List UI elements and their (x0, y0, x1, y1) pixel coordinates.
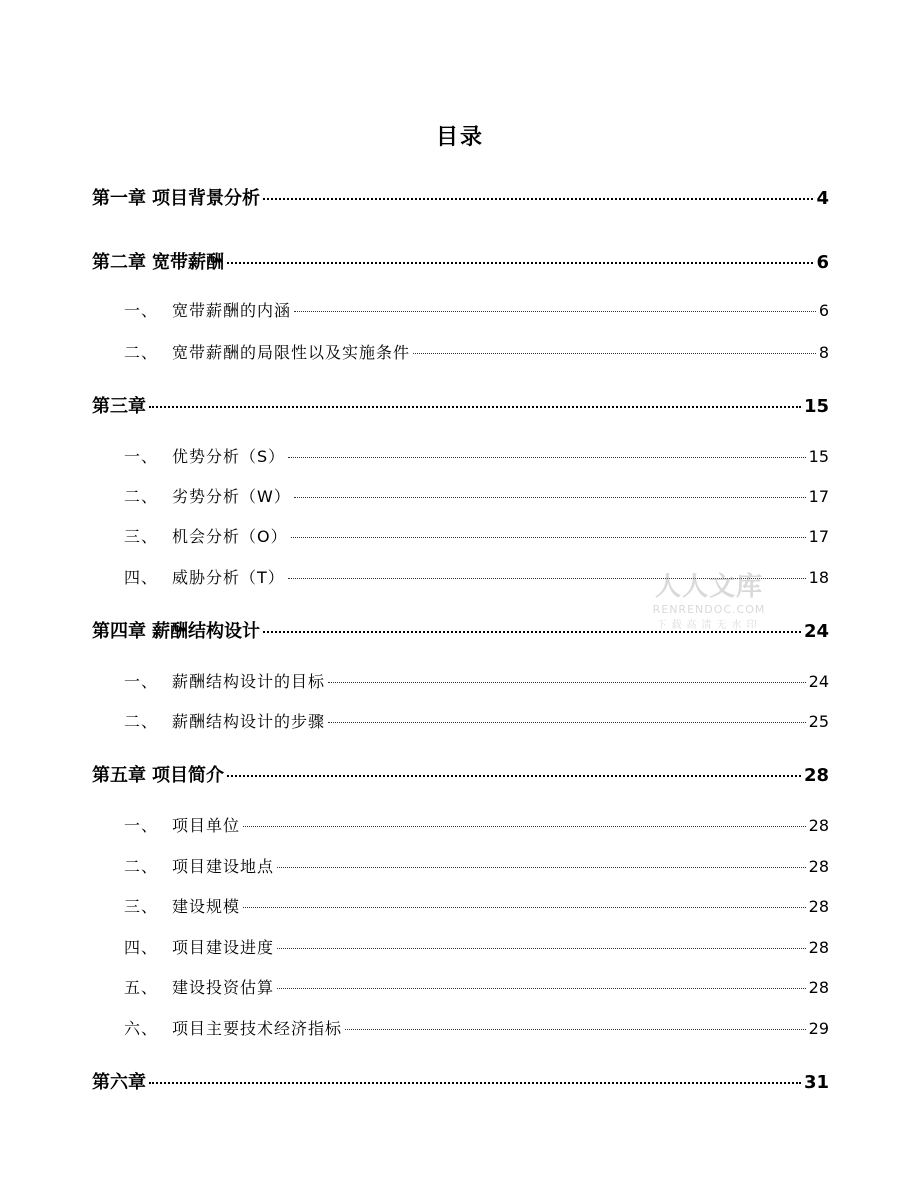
toc-entry-label: 三、 (124, 527, 159, 546)
watermark (646, 566, 772, 631)
toc-entry-title: 项目背景分析 (152, 188, 260, 209)
toc-entry-title: 威胁分析（T） (172, 568, 285, 587)
dot-leader (294, 310, 816, 312)
page-title: 目录 (435, 125, 484, 150)
toc-page-number: 28 (803, 765, 829, 786)
toc-page-number: 6 (818, 301, 829, 320)
toc-entry-title: 劣势分析（W） (172, 487, 291, 506)
watermark-logo-text: 人人文库 (654, 572, 763, 602)
toc-entry-title: 优势分析（S） (172, 447, 286, 466)
toc-section-entry[interactable] (124, 813, 829, 836)
toc-entry-label: 第五章 (92, 765, 146, 786)
toc-entry-label: 第一章 (92, 188, 146, 209)
toc-page-number: 28 (808, 816, 829, 835)
toc-page-number: 28 (808, 938, 829, 957)
toc-section-entry[interactable] (124, 854, 829, 877)
toc-entry-title: 项目主要技术经济指标 (172, 1019, 343, 1038)
toc-entry-label: 二、 (124, 712, 159, 731)
toc-entry-label: 第四章 (92, 621, 146, 642)
toc-section-entry[interactable] (124, 709, 829, 732)
toc-entry-label: 第三章 (92, 396, 146, 417)
toc-section-entry[interactable] (124, 340, 829, 363)
toc-section-entry[interactable] (124, 484, 829, 507)
toc-chapter-entry[interactable] (92, 248, 829, 274)
toc-page-number: 18 (808, 568, 829, 587)
toc-page-number: 15 (808, 447, 829, 466)
toc-chapter-entry[interactable] (92, 761, 829, 787)
toc-entry-title: 建设投资估算 (172, 978, 275, 997)
toc-entry-title: 项目建设地点 (172, 857, 275, 876)
toc-section-entry[interactable] (124, 298, 829, 321)
toc-section-entry[interactable] (124, 975, 829, 998)
toc-page-number: 24 (803, 621, 829, 642)
toc-entry-label: 三、 (124, 897, 159, 916)
toc-page-number: 17 (808, 527, 829, 546)
toc-entry-label: 五、 (124, 978, 159, 997)
toc-entry-title: 薪酬结构设计的步骤 (172, 712, 326, 731)
toc-section-entry[interactable] (124, 1016, 829, 1039)
toc-page-number: 8 (818, 343, 829, 362)
dot-leader (263, 197, 813, 200)
toc-page-number: 6 (816, 252, 829, 273)
toc-page-number: 28 (808, 897, 829, 916)
toc-entry-title: 宽带薪酬 (152, 252, 224, 273)
toc-page-number: 28 (808, 978, 829, 997)
toc-entry-title: 项目单位 (172, 816, 241, 835)
dot-leader (277, 987, 806, 989)
toc-entry-label: 二、 (124, 857, 159, 876)
toc-entry-label: 六、 (124, 1019, 159, 1038)
toc-entry-label: 第二章 (92, 252, 146, 273)
toc-entry-label: 四、 (124, 568, 159, 587)
toc-entry-label: 二、 (124, 343, 159, 362)
dot-leader (277, 866, 806, 868)
dot-leader (277, 947, 806, 949)
dot-leader (227, 774, 801, 777)
dot-leader (294, 496, 806, 498)
toc-entry-title: 项目建设进度 (172, 938, 275, 957)
dot-leader (288, 456, 805, 458)
toc-entry-label: 一、 (124, 301, 159, 320)
toc-entry-title: 薪酬结构设计的目标 (172, 672, 326, 691)
dot-leader (149, 1081, 801, 1084)
toc-entry-label: 第六章 (92, 1072, 146, 1093)
toc-page-number: 17 (808, 487, 829, 506)
toc-section-entry[interactable] (124, 524, 829, 547)
toc-entry-label: 二、 (124, 487, 159, 506)
toc-page-number: 4 (816, 188, 829, 209)
toc-page-number: 15 (803, 396, 829, 417)
toc-page-number: 28 (808, 857, 829, 876)
toc-entry-title: 薪酬结构设计 (152, 621, 260, 642)
toc-entry-title: 机会分析（O） (172, 527, 288, 546)
toc-entry-label: 一、 (124, 672, 159, 691)
dot-leader (413, 352, 816, 354)
toc-chapter-entry[interactable] (92, 1068, 829, 1094)
dot-leader (328, 681, 806, 683)
toc-entry-title: 项目简介 (152, 765, 224, 786)
toc-entry-label: 一、 (124, 816, 159, 835)
dot-leader (291, 536, 806, 538)
dot-leader (345, 1028, 806, 1030)
toc-page-number: 31 (803, 1072, 829, 1093)
toc-page-number: 24 (808, 672, 829, 691)
toc-entry-label: 四、 (124, 938, 159, 957)
toc-section-entry[interactable] (124, 894, 829, 917)
dot-leader (149, 405, 801, 408)
toc-chapter-entry[interactable] (92, 184, 829, 210)
watermark-domain: RENRENDOC.COM (652, 603, 766, 616)
toc-entry-title: 宽带薪酬的局限性以及实施条件 (172, 343, 411, 362)
toc-page-number: 25 (808, 712, 829, 731)
toc-entry-title: 建设规模 (172, 897, 241, 916)
toc-section-entry[interactable] (124, 444, 829, 467)
dot-leader (328, 721, 806, 723)
dot-leader (227, 261, 813, 264)
toc-entry-label: 一、 (124, 447, 159, 466)
toc-page-number: 29 (808, 1019, 829, 1038)
dot-leader (243, 906, 806, 908)
toc-section-entry[interactable] (124, 669, 829, 692)
watermark-tagline: 下载高清无水印 (656, 620, 762, 631)
toc-section-entry[interactable] (124, 935, 829, 958)
dot-leader (243, 825, 806, 827)
toc-entry-title: 宽带薪酬的内涵 (172, 301, 292, 320)
toc-chapter-entry[interactable] (92, 392, 829, 418)
